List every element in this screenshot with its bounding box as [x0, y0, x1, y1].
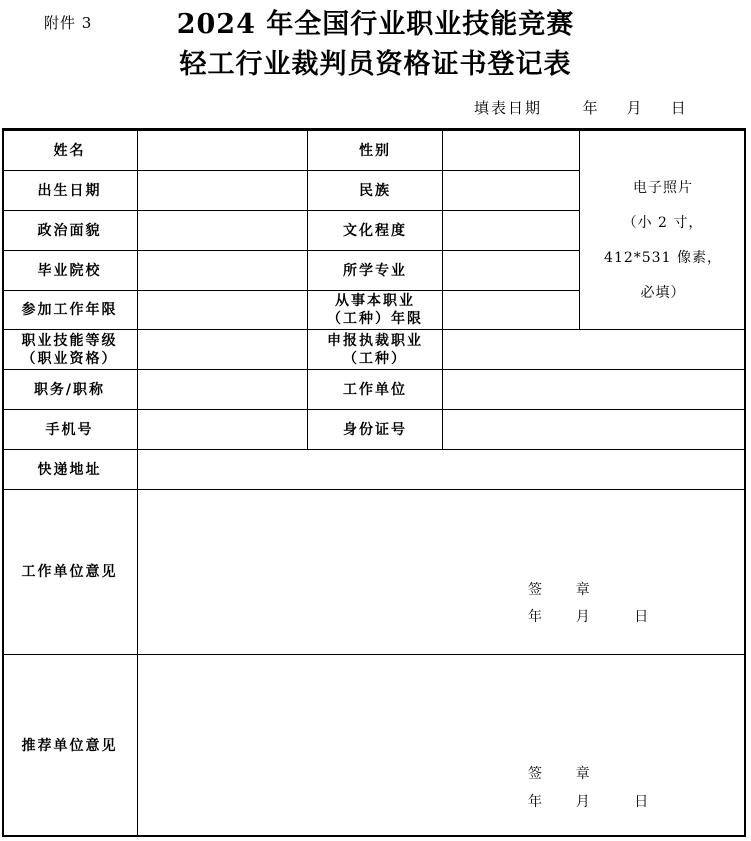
- employer-opinion-label: 工作单位意见: [21, 564, 118, 580]
- education-field[interactable]: [443, 211, 579, 250]
- political-status-label: 政治面貌: [37, 222, 102, 239]
- employer-signature-seal: 签 章: [528, 582, 591, 598]
- ethnicity-label: 民族: [359, 182, 391, 199]
- name-label: 姓名: [53, 142, 86, 159]
- attachment-label: 附件 3: [44, 14, 93, 32]
- school-label: 毕业院校: [37, 262, 102, 279]
- skill-level-field[interactable]: [138, 330, 307, 369]
- recommender-opinion-label: 推荐单位意见: [21, 738, 118, 754]
- name-field[interactable]: [138, 131, 307, 170]
- major-label: 所学专业: [343, 262, 407, 279]
- apply-occupation-label: 申报执裁职业 （工种）: [327, 332, 423, 367]
- recommender-opinion-field[interactable]: [138, 655, 744, 837]
- photo-caption-line: （小 2 寸，: [622, 215, 704, 231]
- work-years-field[interactable]: [138, 291, 307, 329]
- employer-signature-date: 年 月 日: [528, 609, 650, 625]
- id-number-field[interactable]: [443, 410, 744, 449]
- birth-date-label: 出生日期: [37, 182, 102, 199]
- position-title-label: 职务/职称: [33, 381, 106, 398]
- photo-caption-line: 电子照片: [633, 180, 693, 196]
- work-years-label: 参加工作年限: [21, 302, 118, 318]
- id-number-label: 身份证号: [343, 421, 407, 438]
- form-title-line-2: 轻工行业裁判员资格证书登记表: [179, 49, 572, 80]
- employer-label: 工作单位: [343, 381, 407, 398]
- address-field[interactable]: [138, 450, 744, 489]
- address-label: 快递地址: [37, 461, 102, 478]
- occupation-years-field[interactable]: [443, 291, 579, 329]
- major-field[interactable]: [443, 251, 579, 290]
- photo-caption-line: 必填）: [640, 285, 686, 301]
- gender-label: 性别: [359, 142, 391, 159]
- phone-field[interactable]: [138, 410, 307, 449]
- birth-date-field[interactable]: [138, 171, 307, 210]
- employer-field[interactable]: [443, 370, 744, 409]
- position-title-field[interactable]: [138, 370, 307, 409]
- education-label: 文化程度: [343, 222, 407, 239]
- occupation-years-label: 从事本职业 （工种）年限: [327, 293, 423, 327]
- recommender-signature-date: 年 月 日: [528, 794, 650, 810]
- apply-occupation-field[interactable]: [443, 330, 744, 369]
- photo-placeholder[interactable]: [580, 171, 746, 311]
- ethnicity-field[interactable]: [443, 171, 579, 210]
- photo-caption-line: 412*531 像素，: [604, 250, 722, 266]
- skill-level-label: 职业技能等级 （职业资格）: [21, 332, 118, 367]
- phone-label: 手机号: [45, 421, 94, 438]
- recommender-signature-seal: 签 章: [528, 766, 591, 782]
- political-status-field[interactable]: [138, 211, 307, 250]
- school-field[interactable]: [138, 251, 307, 290]
- fill-date: 填表日期 年 月 日: [474, 99, 688, 117]
- form-title-line-1: 2024 年全国行业职业技能竞赛: [176, 9, 575, 40]
- employer-opinion-field[interactable]: [138, 490, 744, 654]
- gender-field[interactable]: [443, 131, 579, 170]
